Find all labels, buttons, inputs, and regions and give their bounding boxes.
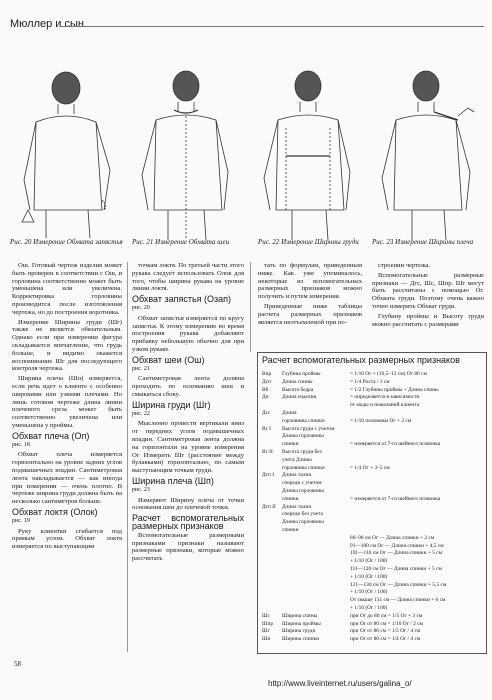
table-cell-formula [350, 480, 484, 486]
table-cell-formula: = 1/2 Глубины проймы + Длина спины [350, 386, 439, 393]
table-cell-formula: От свыше 131 см — Длина спинки + 6 см [350, 597, 446, 604]
table-row [262, 550, 484, 556]
table-cell-code [262, 597, 282, 603]
table-row [262, 535, 484, 541]
table-cell-code: Вг I [262, 425, 271, 432]
table-cell-code [262, 480, 282, 486]
table-cell-name: Высота груди без [282, 449, 322, 455]
header-rule [60, 26, 484, 27]
table-cell-formula: 101—110 см Ог — Длина спинки + 5 см [350, 550, 443, 557]
figure-ref: рис. 18 [12, 441, 30, 448]
paragraph: Ош. Готовый чертеж изделия может быть проверен в соответствии с Ош, и горловина соответственно может быть уменьшена или увеличена. Корректировка горловины производится после изготовления чертежа, но до построения воротника. [12, 262, 122, 316]
table-cell-name: спинки [282, 495, 299, 502]
table-row [262, 613, 484, 619]
table-cell-name [282, 597, 350, 603]
figure-caption-21: Рис. 21 Измерение Обхвата шеи [132, 238, 230, 246]
table-cell-formula: при Ог до 80 см = 1/5 Ог + 3 см [350, 612, 423, 619]
table-cell-code [262, 543, 282, 549]
table-cell-code [262, 550, 282, 556]
table-cell-name: Высота бедра [282, 386, 314, 393]
table-row [262, 433, 484, 439]
table-row [262, 504, 484, 510]
column-divider [127, 262, 128, 652]
figure-ref: рис. 19 [12, 517, 30, 524]
table-cell-name: Высота груди с учетом [282, 425, 335, 432]
table-row [262, 480, 484, 486]
table-row [262, 589, 484, 595]
paragraph: Вспомогательные размерными признаками признаки называют размерные признаки, которые можно рассчитать [132, 531, 244, 563]
figure-wrist-measure [6, 60, 118, 260]
table-cell-name: Длины горловины [282, 433, 324, 440]
table-cell-formula: 91—100 см Ог — Длина спинки + 4,5 см [350, 542, 444, 549]
table-row [262, 574, 484, 580]
paragraph: Измерение Ширины груди (Шг) также не является обязательным. Однако если при измерении фигура складывается впечатление, что грудь больше, и видимо окажется воспоминание Шг для последующего контроля чертежа. [12, 318, 122, 373]
table-cell-formula: при Ог от 80 см = 1/4 Ог / 4 см [350, 636, 421, 643]
paragraph: Сантиметровая лента должна проходить по основанию шеи и смыкаться сбоку. [132, 375, 244, 398]
table-cell-name [282, 543, 350, 549]
table-row [262, 465, 484, 471]
table-cell-formula [350, 504, 484, 510]
table-cell-name: Глубина проймы [282, 371, 321, 377]
table-cell-formula: 121—130 см Ог — Длина спинки + 5,5 см [350, 581, 447, 588]
paragraph: Обхват запястья измеряется по кругу запястья. К этому измерению во время построения рукава добавляют прибавку небольшую обычно для при узком рукаве. [132, 314, 244, 353]
table-cell-formula [350, 511, 484, 517]
table-cell-code: Впр [262, 371, 272, 377]
table-cell-code: Шс [262, 612, 270, 619]
table-row [262, 441, 484, 447]
text-column-2 [132, 262, 244, 662]
table-cell-formula: при Ог от 80 см = 1/10 Ог / 2 см [350, 620, 423, 627]
text-column-4 [372, 262, 484, 350]
table-cell-name: спинки [282, 527, 299, 533]
table-row [262, 543, 484, 549]
table-cell-code [262, 566, 282, 572]
table-cell-name [282, 558, 350, 564]
table-cell-formula: = измеряется от 7-го шейного позвонка [350, 441, 441, 448]
table-cell-formula [350, 488, 484, 494]
figure-ref: рис. 22 [132, 410, 150, 417]
table-cell-formula [350, 527, 484, 533]
table-cell-name [282, 589, 350, 595]
table-row [262, 457, 484, 463]
table-cell-code: Дсп [262, 378, 271, 385]
figure-shoulder-width-measure [372, 60, 484, 260]
table-cell-code [262, 519, 282, 525]
table-cell-code [262, 605, 282, 611]
table-row [262, 597, 484, 603]
paragraph: строении чертежа. [378, 262, 431, 269]
section-heading: Ширина плеча (Шп) [132, 475, 214, 486]
paragraph: Глубину проймы и Высоту груди можно рассчитать с размерами [372, 312, 484, 328]
table-cell-code [262, 441, 282, 447]
table-row [262, 371, 484, 377]
table-cell-formula [350, 433, 484, 439]
table-row [262, 558, 484, 564]
table-row [262, 472, 484, 478]
table-cell-name: Длины горловины [282, 519, 324, 526]
paragraph: точкам локтя. По третьей части этого рукава следует использовать Олок для того, чтобы ширина рукава на уровне линии локтя. [132, 262, 244, 293]
table-row [262, 449, 484, 455]
section-heading: Обхват плеча (Оп) [12, 430, 90, 441]
table-cell-code [262, 582, 282, 588]
table-cell-code: Шг [262, 628, 270, 635]
table-row [262, 394, 484, 400]
table-cell-name: Длина спины [282, 378, 313, 385]
paragraph: Обхват плеча измеряется горизонтально на уровне задних углов подмышечных впадин. Сантиметровая лента накладывается — как иногда при измерении — очень плотно. В чертеже ширина груди должна быть на несколько сантиметров больше. [12, 451, 122, 506]
text-column-1 [12, 262, 122, 652]
table-cell-name: Длина талии [282, 472, 312, 479]
figure-caption-23: Рис. 23 Измерение Ширины плеча [372, 238, 474, 246]
table-cell-name: спереди без учета [282, 511, 323, 518]
figure-chest-width-measure [252, 60, 364, 260]
column-divider [250, 262, 251, 352]
table-cell-name: Длина [282, 410, 297, 416]
table-cell-code [262, 527, 282, 533]
calculation-table [257, 352, 487, 654]
table-row [262, 605, 484, 611]
table-cell-formula: = измеряется от 7-го шейного позвонка [350, 495, 441, 502]
table-cell-code [262, 465, 282, 471]
table-cell-code [262, 558, 282, 564]
table-cell-formula [350, 472, 484, 478]
table-cell-code [262, 402, 282, 408]
paragraph: Вспомогательные размерные признаки — Дгс, Шс, Шпр. Шг могут быть рассчитаны с помощью Ог. Обхвата груди. Поэтому очень важно точно измерить Обхват груди. [372, 271, 484, 310]
table-row [262, 496, 484, 502]
figure-caption-22: Рис. 22 Измерение Ширины груди [258, 238, 359, 246]
section-heading: Обхват шеи (Ош) [132, 354, 205, 365]
paragraph: Руку клиентки сгибается под прямым углом. Обхват локтя измеряется по выступающим [12, 527, 122, 551]
table-cell-name: Длины горловины [282, 488, 324, 494]
table-cell-formula: от моды и пожеланий клиента [350, 402, 420, 409]
paragraph: Измеряют Ширину плеча от точки основания шеи до плечевой точки. [132, 496, 244, 512]
table-cell-code [262, 457, 282, 463]
table-cell-formula: + 1/10 (Ог / 100) [350, 605, 388, 611]
table-cell-code [262, 496, 282, 502]
table-cell-code [262, 488, 282, 494]
table-title: Расчет вспомогательных размерных признаков [262, 355, 460, 365]
table-row [262, 519, 484, 525]
table-cell-formula [350, 449, 484, 455]
figure-caption-20: Рис. 20 Измерение Обхвата запястья [10, 238, 123, 246]
table-cell-name [282, 605, 350, 611]
table-cell-formula: + 1/10 (Ог / 100) [350, 573, 388, 580]
section-heading: Обхват запястья (Озап) [132, 294, 232, 305]
table-row [262, 488, 484, 494]
table-row [262, 621, 484, 627]
table-cell-code: Дтп I [262, 472, 275, 479]
paragraph: Ширина плеча (Шп) измеряется, если речь идет о клиенте с особенно широкими или узкими плечами. Но лишь готовом чертеже длина линии плечевого среза может быть соответственно увеличена или уменьшена у проймы. [12, 375, 122, 429]
figure-ref: рис. 20 [132, 304, 150, 311]
table-cell-formula: + 1/10 (Ог / 100) [350, 589, 388, 596]
page-number: 58 [14, 660, 21, 668]
table-cell-name: учета Длины [282, 456, 312, 463]
paragraph: тать по формулам, приведенным ниже. Как уже упоминалось, некоторые из вспомогательных размерных признаков можно получить и путем измерения. [258, 262, 362, 301]
table-cell-code: Вб [262, 386, 269, 393]
table-row [262, 379, 484, 385]
table-cell-name: Ширина спины [282, 612, 318, 619]
paragraph: Приведенные ниже таблицы расчета размерных признаков является неотъемлемой при по- [258, 302, 362, 326]
table-cell-name [282, 574, 350, 580]
table-cell-code: Ди [262, 394, 269, 401]
table-cell-name: спинки [282, 441, 299, 448]
table-cell-formula: = 1/4 Ог + 3–5 см [350, 464, 390, 471]
table-cell-formula [350, 426, 484, 432]
table-cell-code [262, 535, 282, 541]
table-cell-name [282, 402, 350, 408]
table-row [262, 566, 484, 572]
table-cell-name: горловины спинки [282, 417, 325, 424]
table-cell-code [262, 433, 282, 439]
figure-ref: рис. 23 [132, 486, 150, 493]
table-row [262, 410, 484, 416]
figure-ref: рис. 21 [132, 365, 150, 372]
table-row [262, 582, 484, 588]
table-row [262, 511, 484, 517]
table-cell-name [282, 550, 350, 556]
table-cell-formula: = 1/10 Ог + (10,5–12 см) От 80 см [350, 371, 427, 377]
footer-url: http://www.liveinternet.ru/users/galina_o/ [268, 679, 412, 688]
running-header: Мюллер и сын [10, 18, 84, 30]
section-heading: Обхват локтя (Олок) [12, 506, 98, 517]
table-cell-name [282, 566, 350, 572]
text-column-3 [258, 262, 362, 350]
table-cell-code: Вг II [262, 449, 273, 455]
table-cell-formula: 80–90 см Ог — Длина спинки + 2 см [350, 534, 435, 541]
table-cell-name: Ширина спинки [282, 636, 320, 643]
table-row [262, 628, 484, 634]
table-cell-code: Дгс [262, 410, 271, 416]
table-cell-name [282, 535, 350, 541]
table-cell-formula: 111—120 см Ог — Длина спинки + 5 см [350, 566, 442, 572]
table-cell-formula: = 1/10 половины Ог + 2 см [350, 417, 412, 424]
table-cell-formula: + 1/10 (Ог / 100) [350, 558, 388, 565]
table-cell-code [262, 511, 282, 517]
table-cell-name: горловины спинки [282, 464, 325, 471]
table-cell-code: Дтп II [262, 503, 276, 510]
table-cell-name: спереди с учетом [282, 480, 322, 487]
table-cell-name [282, 582, 350, 588]
table-cell-code [262, 589, 282, 595]
table-cell-name: Ширина проймы [282, 620, 321, 627]
table-cell-code [262, 574, 282, 580]
table-cell-formula [350, 410, 484, 416]
table-row [262, 418, 484, 424]
table-cell-formula [350, 519, 484, 525]
table-cell-name: Длина талии [282, 503, 312, 510]
table-row [262, 402, 484, 408]
table-cell-code: Шп [262, 636, 271, 643]
paragraph: Мысленно провести вертикали вниз от передних углов подмышечных впадин. Сантиметровая лента должна на горизонтали на уровне измерения Ог Измерить Шг (расстояние между булавками) горизонтально, по самым выступающим точкам груди. [132, 420, 244, 475]
table-cell-formula: = 1/4 Роста / 1 см [350, 378, 390, 385]
figure-neck-measure [128, 60, 240, 260]
table-cell-formula [350, 457, 484, 463]
section-heading: Ширина груди (Шг) [132, 399, 211, 410]
table-row [262, 426, 484, 432]
table-cell-code [262, 418, 282, 424]
table-row [262, 636, 484, 642]
table-cell-formula: = определяется в зависимости [350, 394, 420, 401]
table-cell-formula: при Ог от 80 см = 1/5 Ог / 4 см [350, 628, 421, 635]
table-row [262, 527, 484, 533]
table-cell-name: Ширина груди [282, 628, 316, 635]
table-row [262, 387, 484, 393]
section-heading: Расчет вспомогательных размерных признаков [132, 513, 244, 531]
table-cell-code: Шпр [262, 620, 274, 627]
table-cell-name: Длина изделия [282, 394, 316, 401]
